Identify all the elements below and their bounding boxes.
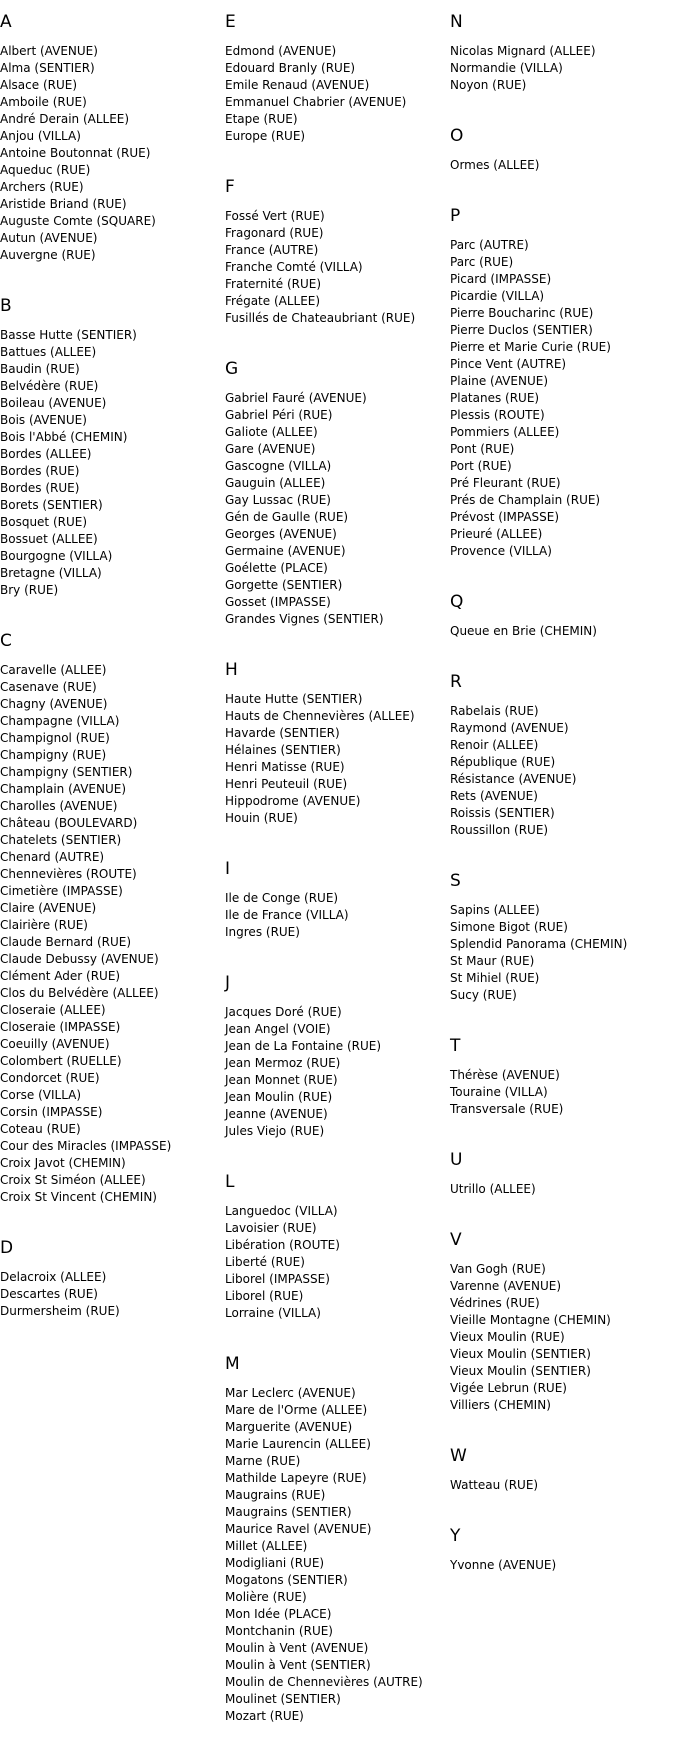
street-list-item: Jean Angel (VOIE) bbox=[225, 1022, 331, 1036]
street-list-item: Rabelais (RUE) bbox=[450, 704, 539, 718]
street-list-item: Clairière (RUE) bbox=[0, 918, 88, 932]
street-list-item: Champigny (SENTIER) bbox=[0, 765, 133, 779]
letter-section-e bbox=[225, 0, 447, 145]
street-list-item: Mozart (RUE) bbox=[225, 1709, 304, 1723]
letter-section-l bbox=[225, 1160, 447, 1322]
street-list-item: Condorcet (RUE) bbox=[0, 1071, 100, 1085]
street-list-item: Archers (RUE) bbox=[0, 180, 84, 194]
section-letter-heading: P bbox=[450, 206, 461, 226]
street-list-item: Auguste Comte (SQUARE) bbox=[0, 214, 156, 228]
street-list-item: Jean Mermoz (RUE) bbox=[225, 1056, 341, 1070]
section-letter-heading: G bbox=[225, 359, 239, 379]
street-list-item: St Maur (RUE) bbox=[450, 954, 535, 968]
street-list-item: Fusillés de Chateaubriant (RUE) bbox=[225, 311, 416, 325]
street-list-item: Bois l'Abbé (CHEMIN) bbox=[0, 430, 128, 444]
street-list-item: Baudin (RUE) bbox=[0, 362, 80, 376]
street-list-item: Henri Peuteuil (RUE) bbox=[225, 777, 348, 791]
street-list bbox=[0, 43, 222, 264]
letter-section-v bbox=[450, 1218, 672, 1414]
street-list-item: Emmanuel Chabrier (AVENUE) bbox=[225, 95, 407, 109]
street-list-item: Claire (AVENUE) bbox=[0, 901, 97, 915]
street-list bbox=[225, 890, 447, 941]
street-list-item: Bry (RUE) bbox=[0, 583, 59, 597]
street-list-item: Champagne (VILLA) bbox=[0, 714, 120, 728]
street-list-item: Alsace (RUE) bbox=[0, 78, 78, 92]
street-list-item: Boileau (AVENUE) bbox=[0, 396, 107, 410]
street-list-item: Maugrains (SENTIER) bbox=[225, 1505, 352, 1519]
section-letter-heading: T bbox=[450, 1036, 461, 1056]
street-list-item: Jeanne (AVENUE) bbox=[225, 1107, 328, 1121]
street-list-item: Maugrains (RUE) bbox=[225, 1488, 326, 1502]
street-list-item: Marguerite (AVENUE) bbox=[225, 1420, 353, 1434]
street-list-item: Closeraie (IMPASSE) bbox=[0, 1020, 121, 1034]
street-list-item: Pierre Boucharinc (RUE) bbox=[450, 306, 594, 320]
street-list-item: Ile de Conge (RUE) bbox=[225, 891, 339, 905]
letter-section-s bbox=[450, 859, 672, 1004]
street-list-item: Picard (IMPASSE) bbox=[450, 272, 552, 286]
letter-section-o bbox=[450, 114, 672, 174]
street-list-item: Parc (RUE) bbox=[450, 255, 514, 269]
street-list-item: Mon Idée (PLACE) bbox=[225, 1607, 332, 1621]
letter-section-c bbox=[0, 619, 222, 1206]
street-list-item: Lavoisier (RUE) bbox=[225, 1221, 317, 1235]
letter-section-n bbox=[450, 0, 672, 94]
street-list-item: Bordes (RUE) bbox=[0, 464, 80, 478]
street-list-item: Aqueduc (RUE) bbox=[0, 163, 91, 177]
street-list-item: Europe (RUE) bbox=[225, 129, 306, 143]
section-letter-heading: D bbox=[0, 1238, 14, 1258]
street-list-item: Georges (AVENUE) bbox=[225, 527, 337, 541]
section-letter-heading: M bbox=[225, 1354, 240, 1374]
street-list-item: Fragonard (RUE) bbox=[225, 226, 324, 240]
street-list-item: Haute Hutte (SENTIER) bbox=[225, 692, 363, 706]
street-list-item: Moulin de Chennevières (AUTRE) bbox=[225, 1675, 423, 1689]
street-list bbox=[450, 1067, 672, 1118]
street-list-item: Bosquet (RUE) bbox=[0, 515, 88, 529]
street-list-item: Gay Lussac (RUE) bbox=[225, 493, 331, 507]
letter-section-a bbox=[0, 0, 222, 264]
street-list-item: Frégate (ALLEE) bbox=[225, 294, 321, 308]
street-list-item: Bois (AVENUE) bbox=[0, 413, 87, 427]
street-list-item: Durmersheim (RUE) bbox=[0, 1304, 120, 1318]
street-list bbox=[450, 237, 672, 560]
street-list-item: Galiote (ALLEE) bbox=[225, 425, 318, 439]
section-letter-heading: J bbox=[225, 973, 231, 993]
street-list-item: Jules Viejo (RUE) bbox=[225, 1124, 325, 1138]
street-list-item: Vieux Moulin (RUE) bbox=[450, 1330, 565, 1344]
street-list-item: Cour des Miracles (IMPASSE) bbox=[0, 1139, 172, 1153]
street-list-item: Chennevières (ROUTE) bbox=[0, 867, 137, 881]
street-list-item: Emile Renaud (AVENUE) bbox=[225, 78, 370, 92]
street-list-item: Varenne (AVENUE) bbox=[450, 1279, 562, 1293]
street-list-item: Gauguin (ALLEE) bbox=[225, 476, 326, 490]
letter-section-t bbox=[450, 1024, 672, 1118]
street-list-item: Champigny (RUE) bbox=[0, 748, 107, 762]
letter-section-u bbox=[450, 1138, 672, 1198]
street-list-item: Croix St Vincent (CHEMIN) bbox=[0, 1190, 157, 1204]
street-list-item: Descartes (RUE) bbox=[0, 1287, 98, 1301]
street-list-item: Hauts de Chennevières (ALLEE) bbox=[225, 709, 415, 723]
street-list-item: Watteau (RUE) bbox=[450, 1478, 539, 1492]
street-index-column-1 bbox=[0, 0, 222, 1340]
street-list-item: Borets (SENTIER) bbox=[0, 498, 103, 512]
street-list-item: Corsin (IMPASSE) bbox=[0, 1105, 103, 1119]
street-list-item: Albert (AVENUE) bbox=[0, 44, 98, 58]
street-list bbox=[450, 157, 672, 174]
street-list-item: Gabriel Péri (RUE) bbox=[225, 408, 333, 422]
street-list bbox=[225, 1385, 447, 1725]
letter-section-d bbox=[0, 1226, 222, 1320]
street-list-item: Roussillon (RUE) bbox=[450, 823, 549, 837]
street-list-item: Pince Vent (AUTRE) bbox=[450, 357, 567, 371]
street-list-item: Languedoc (VILLA) bbox=[225, 1204, 338, 1218]
street-list-item: Havarde (SENTIER) bbox=[225, 726, 340, 740]
street-list-item: Germaine (AVENUE) bbox=[225, 544, 346, 558]
street-list bbox=[450, 1181, 672, 1198]
street-list-item: Splendid Panorama (CHEMIN) bbox=[450, 937, 628, 951]
street-list-item: Auvergne (RUE) bbox=[0, 248, 96, 262]
street-list-item: Bossuet (ALLEE) bbox=[0, 532, 98, 546]
street-list-item: Gare (AVENUE) bbox=[225, 442, 316, 456]
street-list bbox=[450, 43, 672, 94]
street-index-column-2 bbox=[225, 0, 447, 1745]
street-list-item: Jean Monnet (RUE) bbox=[225, 1073, 338, 1087]
street-list-item: Lorraine (VILLA) bbox=[225, 1306, 321, 1320]
street-list bbox=[450, 1261, 672, 1414]
street-list-item: Normandie (VILLA) bbox=[450, 61, 563, 75]
street-list-item: Closeraie (ALLEE) bbox=[0, 1003, 106, 1017]
letter-section-q bbox=[450, 580, 672, 640]
street-list-item: Roissis (SENTIER) bbox=[450, 806, 555, 820]
street-list-item: Franche Comté (VILLA) bbox=[225, 260, 363, 274]
street-list-item: Nicolas Mignard (ALLEE) bbox=[450, 44, 596, 58]
street-list-item: Mogatons (SENTIER) bbox=[225, 1573, 348, 1587]
section-letter-heading: R bbox=[450, 672, 462, 692]
street-list-item: Queue en Brie (CHEMIN) bbox=[450, 624, 597, 638]
street-list-item: Clément Ader (RUE) bbox=[0, 969, 121, 983]
street-list-item: Charolles (AVENUE) bbox=[0, 799, 118, 813]
section-letter-heading: A bbox=[0, 12, 12, 32]
street-list-item: Liborel (RUE) bbox=[225, 1289, 304, 1303]
letter-section-r bbox=[450, 660, 672, 839]
street-list-item: Hélaines (SENTIER) bbox=[225, 743, 341, 757]
section-letter-heading: Y bbox=[450, 1526, 461, 1546]
street-list-item: Port (RUE) bbox=[450, 459, 512, 473]
street-list-item: Gabriel Fauré (AVENUE) bbox=[225, 391, 367, 405]
street-list-item: Plaine (AVENUE) bbox=[450, 374, 548, 388]
street-list-item: André Derain (ALLEE) bbox=[0, 112, 130, 126]
section-letter-heading: E bbox=[225, 12, 236, 32]
street-list-item: Fraternité (RUE) bbox=[225, 277, 322, 291]
street-list-item: Védrines (RUE) bbox=[450, 1296, 540, 1310]
street-list-item: Liberté (RUE) bbox=[225, 1255, 305, 1269]
street-list-item: Millet (ALLEE) bbox=[225, 1539, 308, 1553]
street-list-item: Edmond (AVENUE) bbox=[225, 44, 337, 58]
street-list-item: Moulinet (SENTIER) bbox=[225, 1692, 341, 1706]
street-list-item: Chenard (AUTRE) bbox=[0, 850, 105, 864]
letter-section-h bbox=[225, 648, 447, 827]
street-list bbox=[450, 623, 672, 640]
street-list-item: Villiers (CHEMIN) bbox=[450, 1398, 551, 1412]
street-list-item: Provence (VILLA) bbox=[450, 544, 552, 558]
street-list-item: Bordes (ALLEE) bbox=[0, 447, 92, 461]
street-list-item: Delacroix (ALLEE) bbox=[0, 1270, 107, 1284]
street-list-item: Pré Fleurant (RUE) bbox=[450, 476, 561, 490]
street-list-item: Champlain (AVENUE) bbox=[0, 782, 127, 796]
street-list-item: Champignol (RUE) bbox=[0, 731, 110, 745]
section-letter-heading: Q bbox=[450, 592, 464, 612]
street-index-column-3 bbox=[450, 0, 672, 1594]
street-list-item: Pierre Duclos (SENTIER) bbox=[450, 323, 593, 337]
street-list-item: Mar Leclerc (AVENUE) bbox=[225, 1386, 356, 1400]
street-list-item: Molière (RUE) bbox=[225, 1590, 307, 1604]
street-list-item: France (AUTRE) bbox=[225, 243, 319, 257]
street-list-item: Jean de La Fontaine (RUE) bbox=[225, 1039, 382, 1053]
street-list-item: Pierre et Marie Curie (RUE) bbox=[450, 340, 611, 354]
street-list-item: Prévost (IMPASSE) bbox=[450, 510, 560, 524]
street-list bbox=[450, 902, 672, 1004]
street-list-item: Ormes (ALLEE) bbox=[450, 158, 540, 172]
street-list-item: Platanes (RUE) bbox=[450, 391, 540, 405]
street-list bbox=[0, 327, 222, 599]
street-list-item: Résistance (AVENUE) bbox=[450, 772, 577, 786]
street-list-item: Pont (RUE) bbox=[450, 442, 515, 456]
street-list-item: Antoine Boutonnat (RUE) bbox=[0, 146, 151, 160]
street-list-item: Simone Bigot (RUE) bbox=[450, 920, 568, 934]
street-list-item: Bourgogne (VILLA) bbox=[0, 549, 113, 563]
section-letter-heading: O bbox=[450, 126, 464, 146]
street-list-item: Colombert (RUELLE) bbox=[0, 1054, 122, 1068]
street-list-item: Claude Bernard (RUE) bbox=[0, 935, 132, 949]
section-letter-heading: L bbox=[225, 1172, 235, 1192]
section-letter-heading: B bbox=[0, 296, 12, 316]
letter-section-w bbox=[450, 1434, 672, 1494]
street-list-item: Prés de Champlain (RUE) bbox=[450, 493, 601, 507]
street-list-item: Montchanin (RUE) bbox=[225, 1624, 333, 1638]
street-list-item: Edouard Branly (RUE) bbox=[225, 61, 356, 75]
street-list-item: Maurice Ravel (AVENUE) bbox=[225, 1522, 372, 1536]
section-letter-heading: V bbox=[450, 1230, 462, 1250]
street-list-item: Van Gogh (RUE) bbox=[450, 1262, 546, 1276]
section-letter-heading: F bbox=[225, 177, 235, 197]
street-list-item: Plessis (ROUTE) bbox=[450, 408, 545, 422]
street-list bbox=[225, 43, 447, 145]
street-list-item: Corse (VILLA) bbox=[0, 1088, 82, 1102]
street-list-item: Fossé Vert (RUE) bbox=[225, 209, 325, 223]
street-list-item: Chatelets (SENTIER) bbox=[0, 833, 122, 847]
letter-section-m bbox=[225, 1342, 447, 1725]
street-list-item: Liborel (IMPASSE) bbox=[225, 1272, 330, 1286]
street-list-item: Rets (AVENUE) bbox=[450, 789, 538, 803]
street-list-item: Caravelle (ALLEE) bbox=[0, 663, 107, 677]
street-list-item: Etape (RUE) bbox=[225, 112, 298, 126]
street-list-item: Modigliani (RUE) bbox=[225, 1556, 325, 1570]
street-list-item: Houin (RUE) bbox=[225, 811, 298, 825]
street-list bbox=[450, 1477, 672, 1494]
street-list-item: Cimetière (IMPASSE) bbox=[0, 884, 123, 898]
street-list-item: Croix Javot (CHEMIN) bbox=[0, 1156, 126, 1170]
street-list-item: Noyon (RUE) bbox=[450, 78, 527, 92]
street-list-item: Anjou (VILLA) bbox=[0, 129, 81, 143]
letter-section-p bbox=[450, 194, 672, 560]
street-list-item: Thérèse (AVENUE) bbox=[450, 1068, 560, 1082]
street-list bbox=[225, 208, 447, 327]
street-list-item: Château (BOULEVARD) bbox=[0, 816, 138, 830]
street-list-item: Alma (SENTIER) bbox=[0, 61, 95, 75]
street-list-item: Moulin à Vent (SENTIER) bbox=[225, 1658, 371, 1672]
letter-section-y bbox=[450, 1514, 672, 1574]
street-list-item: Gén de Gaulle (RUE) bbox=[225, 510, 349, 524]
street-list-item: Gosset (IMPASSE) bbox=[225, 595, 331, 609]
street-list bbox=[450, 703, 672, 839]
letter-section-b bbox=[0, 284, 222, 599]
street-list-item: Pommiers (ALLEE) bbox=[450, 425, 560, 439]
letter-section-j bbox=[225, 961, 447, 1140]
section-letter-heading: I bbox=[225, 859, 231, 879]
section-letter-heading: U bbox=[450, 1150, 463, 1170]
section-letter-heading: N bbox=[450, 12, 463, 32]
street-list-item: Claude Debussy (AVENUE) bbox=[0, 952, 159, 966]
street-list-item: Touraine (VILLA) bbox=[450, 1085, 548, 1099]
street-list-item: Bretagne (VILLA) bbox=[0, 566, 102, 580]
street-list-item: Parc (AUTRE) bbox=[450, 238, 529, 252]
street-list bbox=[225, 390, 447, 628]
street-list-item: Coeuilly (AVENUE) bbox=[0, 1037, 110, 1051]
street-list-item: Casenave (RUE) bbox=[0, 680, 97, 694]
street-list-item: Yvonne (AVENUE) bbox=[450, 1558, 557, 1572]
street-list-item: Vigée Lebrun (RUE) bbox=[450, 1381, 567, 1395]
street-list-item: Henri Matisse (RUE) bbox=[225, 760, 345, 774]
street-list-item: République (RUE) bbox=[450, 755, 556, 769]
street-list-item: Hippodrome (AVENUE) bbox=[225, 794, 361, 808]
street-list-item: Coteau (RUE) bbox=[0, 1122, 81, 1136]
section-letter-heading: W bbox=[450, 1446, 467, 1466]
street-list-item: Gascogne (VILLA) bbox=[225, 459, 332, 473]
street-list-item: Jacques Doré (RUE) bbox=[225, 1005, 342, 1019]
street-list-item: Chagny (AVENUE) bbox=[0, 697, 108, 711]
section-letter-heading: C bbox=[0, 631, 12, 651]
street-list-item: Goélette (PLACE) bbox=[225, 561, 328, 575]
street-list-item: Sapins (ALLEE) bbox=[450, 903, 540, 917]
street-list-item: Croix St Siméon (ALLEE) bbox=[0, 1173, 146, 1187]
street-list-item: Marie Laurencin (ALLEE) bbox=[225, 1437, 371, 1451]
street-list-item: Ile de France (VILLA) bbox=[225, 908, 349, 922]
street-list-item: Transversale (RUE) bbox=[450, 1102, 564, 1116]
street-list-item: St Mihiel (RUE) bbox=[450, 971, 540, 985]
street-list bbox=[0, 662, 222, 1206]
street-list-item: Mare de l'Orme (ALLEE) bbox=[225, 1403, 368, 1417]
street-list-item: Vieux Moulin (SENTIER) bbox=[450, 1364, 591, 1378]
section-letter-heading: S bbox=[450, 871, 461, 891]
street-list-item: Grandes Vignes (SENTIER) bbox=[225, 612, 384, 626]
street-list-item: Sucy (RUE) bbox=[450, 988, 517, 1002]
street-list-item: Amboile (RUE) bbox=[0, 95, 87, 109]
letter-section-f bbox=[225, 165, 447, 327]
street-list-item: Bordes (RUE) bbox=[0, 481, 80, 495]
street-list-item: Autun (AVENUE) bbox=[0, 231, 98, 245]
street-list-item: Mathilde Lapeyre (RUE) bbox=[225, 1471, 367, 1485]
street-list-item: Basse Hutte (SENTIER) bbox=[0, 328, 137, 342]
street-list-item: Raymond (AVENUE) bbox=[450, 721, 569, 735]
street-list-item: Aristide Briand (RUE) bbox=[0, 197, 127, 211]
street-list-item: Ingres (RUE) bbox=[225, 925, 300, 939]
street-list-item: Moulin à Vent (AVENUE) bbox=[225, 1641, 369, 1655]
letter-section-g bbox=[225, 347, 447, 628]
street-list bbox=[225, 1203, 447, 1322]
street-list-item: Renoir (ALLEE) bbox=[450, 738, 539, 752]
street-list-item: Picardie (VILLA) bbox=[450, 289, 545, 303]
street-list-item: Prieuré (ALLEE) bbox=[450, 527, 543, 541]
street-list-item: Belvédère (RUE) bbox=[0, 379, 99, 393]
street-list-item: Vieux Moulin (SENTIER) bbox=[450, 1347, 591, 1361]
section-letter-heading: H bbox=[225, 660, 238, 680]
street-list bbox=[450, 1557, 672, 1574]
street-list-item: Libération (ROUTE) bbox=[225, 1238, 340, 1252]
street-list bbox=[225, 691, 447, 827]
street-list-item: Jean Moulin (RUE) bbox=[225, 1090, 333, 1104]
street-list-item: Gorgette (SENTIER) bbox=[225, 578, 343, 592]
street-list-item: Vieille Montagne (CHEMIN) bbox=[450, 1313, 611, 1327]
street-list-item: Battues (ALLEE) bbox=[0, 345, 97, 359]
street-list bbox=[225, 1004, 447, 1140]
street-list bbox=[0, 1269, 222, 1320]
street-list-item: Marne (RUE) bbox=[225, 1454, 301, 1468]
letter-section-i bbox=[225, 847, 447, 941]
street-list-item: Clos du Belvédère (ALLEE) bbox=[0, 986, 159, 1000]
street-list-item: Utrillo (ALLEE) bbox=[450, 1182, 536, 1196]
